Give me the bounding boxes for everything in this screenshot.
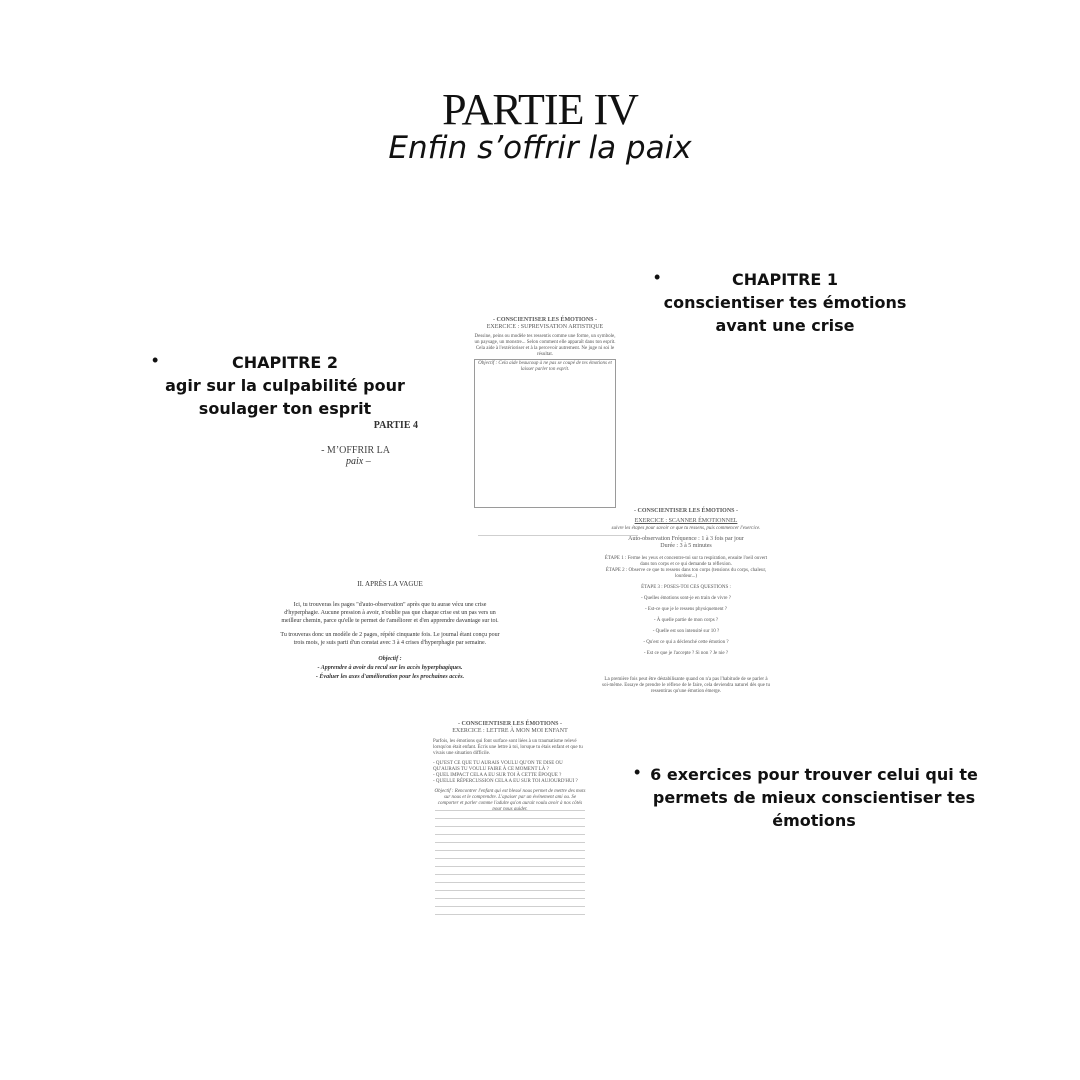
chapitre-1-title: CHAPITRE 1 <box>731 270 839 289</box>
page-heading: - CONSCIENTISER LES ÉMOTIONS - <box>457 721 563 727</box>
chapitre-1-line1: conscientiser tes émotions <box>663 293 907 312</box>
page-step-3: ÉTAPE 3 : POSES-TOI CES QUESTIONS : <box>641 585 731 590</box>
page-question-3: - QUELLE RÉPERCUSSION CELA A EU SUR TOI AUJOURD'HUI ? <box>433 779 578 784</box>
page-body: Dessine, peins ou modèle tes ressentis comme une forme, un symbole, un paysage, un monstre... Selon comment elle apparaît dans ton esprit. Cela aide à l'extérioriser et à la percevoir autrement. Ne juge ni soi le résultat. <box>474 334 616 357</box>
exercices-line1: 6 exercices pour trouver celui qui te <box>650 765 978 784</box>
bullet-dot-icon: • <box>152 350 159 370</box>
page-question-1: - Quelles émotions sont-je en train de vivre ? <box>641 596 731 601</box>
page-subheading: EXERCICE : LETTRE À MON MOI ENFANT <box>452 728 568 734</box>
page-question-5: - Qu'est ce qui a déclenché cette émotion ? <box>643 640 729 645</box>
page-step-1: ÉTAPE 1 : Ferme les yeux et concentre-toi sur ta respiration, ensuite l'oeil ouvert dans ton corps et ce qui demande ta réflexion. <box>604 556 768 567</box>
page-footer: La première fois peut être déstabilisante quand on n'a pas l'habitude de se parler à soi-même. Essaye de prendre le réflexe de le faire, cela deviendra naturel dès que tu ressentiras qu'une émotion émerge. <box>602 677 770 694</box>
page-objectif: Objectif : <box>378 656 402 662</box>
bullet-exercices <box>630 763 990 832</box>
page-objectif: Objectif : Cela aide beaucoup à ne pas se coupé de tes émotions et laisser parler ton esprit. <box>478 361 612 372</box>
bullet-dot-icon: • <box>634 762 641 782</box>
page-question-2: - QUEL IMPACT CELA A EU SUR TOI À CETTE ÉPOQUE ? <box>433 773 562 778</box>
chapitre-2-title: CHAPITRE 2 <box>231 353 339 372</box>
bullet-chapitre-1 <box>650 268 910 337</box>
page-title: PARTIE IV <box>442 85 638 134</box>
page-duree: Durée : 3 à 5 minutes <box>660 543 712 549</box>
bullet-chapitre-2 <box>150 351 420 420</box>
partie-4-heading: - M’OFFRIR LA <box>321 445 390 456</box>
page-step-2: ÉTAPE 2 : Observe ce que tu ressens dans ton corps (tensions du corps, chaleur, lourdeur...) <box>605 568 767 579</box>
page-question-2: - Est-ce que je le ressens physiquement ? <box>644 607 728 612</box>
drawing-frame <box>474 359 616 508</box>
page-heading: - CONSCIENTISER LES ÉMOTIONS - <box>633 508 739 514</box>
page-heading: - CONSCIENTISER LES ÉMOTIONS - <box>492 317 598 323</box>
page-subheading: EXERCICE : SUPREVISATION ARTISTIQUE <box>486 324 604 330</box>
partie-4-label: PARTIE 4 <box>373 420 418 431</box>
chapitre-2-line1: agir sur la culpabilité pour <box>165 376 405 395</box>
partie-4-script: paix – <box>346 456 371 467</box>
page-scanner-emotionnel <box>602 508 770 695</box>
page-goal-1: - Apprendre à avoir du recul sur les accès hyperphagiques. <box>317 665 463 671</box>
page-question-6: - Est ce que je l'accepte ? Si non ? Je nie ? <box>643 651 729 656</box>
page-question-4: - Quelle est son intensité sur 10 ? <box>652 629 720 634</box>
page-objectif: Objectif : Rencontrer l'enfant qui est blessé nous permet de mettre des mots sur nous et le comprendre. L'apaiser par un événement ami ou. Se comporter et parler comme l'adulte qu'on aurait voulu avoir à nos côtés <box>434 789 586 806</box>
page-intro: suivre les étapes pour savoir ce que tu ressens, puis commencer l'exercice. <box>611 526 761 531</box>
page-subtitle: Enfin s’offrir la paix <box>388 130 692 166</box>
writing-lines <box>435 810 585 925</box>
page-lettre-enfant <box>433 721 587 813</box>
page-paragraph-1: Ici, tu trouveras les pages "d'auto-observation" après que tu aurae vécu une crise d'hyperphagie. Aucune pression à avoir, n'oublie pas que chaque crise est un pas vers un meilleur chemin, parce qu'elle te permet de t'améliorer et d'en apprendre davantage sur toi. <box>281 602 499 624</box>
page-subheading: EXERCICE : SCANNER ÉMOTIONNEL <box>634 518 738 524</box>
page-goal-2: - Évaluer les axes d'amélioration pour les prochaines accès. <box>315 674 465 680</box>
page-question-1: - QU'EST CE QUE TU AURAIS VOULU QU'ON TE DISE OU QU'AURAIS TU VOULU FAIRE À CE MOMENT LÀ ? <box>433 761 563 772</box>
chapitre-2-line2: soulager ton esprit <box>198 399 372 418</box>
page-heading: II. APRÈS LA VAGUE <box>357 580 423 588</box>
exercices-line2: permets de mieux conscientiser tes <box>652 788 976 807</box>
chapitre-1-line2: avant une crise <box>715 316 855 335</box>
page-intro: Parfois, les émotions qui font surface sont liées à un traumatisme relevé lorsqu'on était enfant. Écris une lettre à toi, lorsque tu étais enfant et que tu vivais une situation difficile. <box>433 739 583 756</box>
page-apres-la-vague <box>278 580 502 682</box>
exercices-line3: émotions <box>772 811 856 830</box>
page-frequence: Auto-observation Fréquence : 1 à 3 fois par jour <box>628 536 744 542</box>
bullet-dot-icon: • <box>654 267 661 287</box>
page-question-3: - À quelle partie de mon corps ? <box>653 618 719 623</box>
page-paragraph-2: Tu trouveras donc un modèle de 2 pages, répété cinquante fois. Le journal étant conçu pour trois mois, je suis parti d'un constat avec 3 à 4 crises d'hyperphagie par semaine. <box>280 632 500 646</box>
